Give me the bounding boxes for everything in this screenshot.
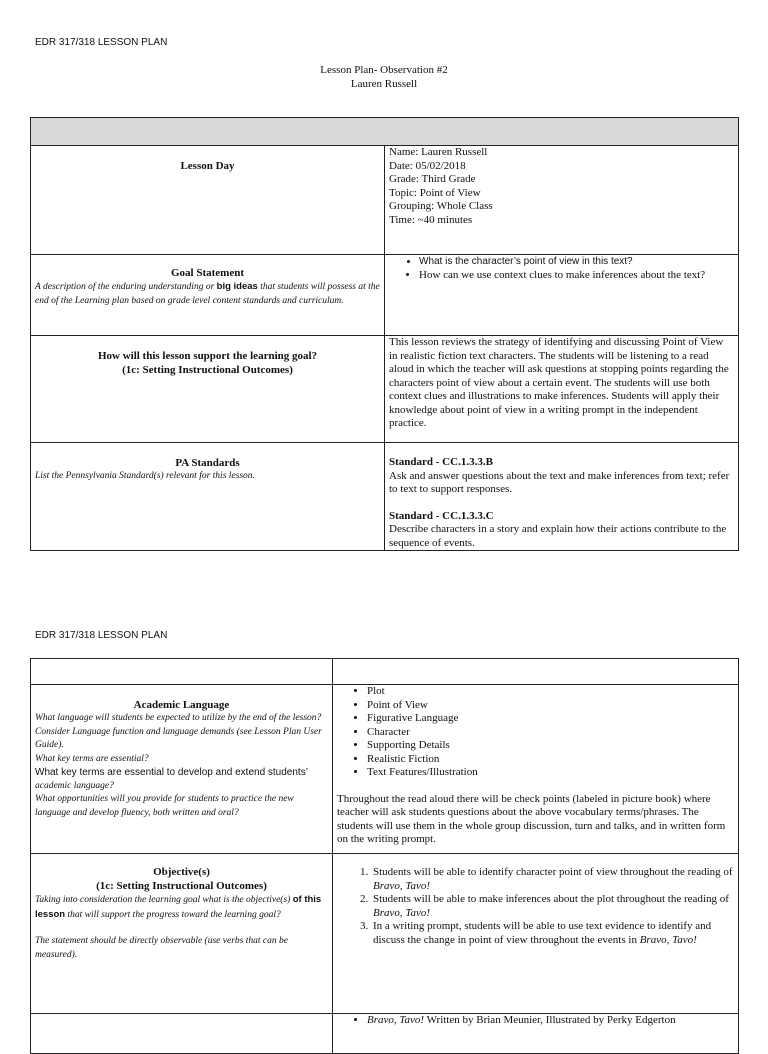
lesson-plan-table-page2 [30,658,739,1054]
list-item: • Realistic Fiction [367,753,738,767]
academic-language-description: What language will students be expected to utilize by the end of the lesson? Consider Language function and language demands (see Lesson Plan User Guide). What key terms are essential? What key terms are essential to develop and extend students’ academic language? What opportunities will you provide for students to practice the new language and develop fluency, both written and oral? [35,713,322,818]
list-item: • What is the character’s point of view in this text? [419,255,738,269]
detail-date: Date: 05/02/2018 [389,159,466,172]
standards-heading: PA Standards [175,457,240,469]
objectives-heading: Objective(s) (1c: Setting Instructional Outcomes) [96,866,267,892]
standards-label-cell [31,443,385,551]
lesson-day-details [385,146,738,227]
list-item: • Character [367,726,738,740]
lesson-day-label-cell [31,146,385,255]
standard-title: Standard - CC.1.3.3.C [389,509,494,522]
empty-header-cell [333,659,739,685]
materials-content-cell [333,1014,739,1054]
detail-topic: Topic: Point of View [389,186,481,199]
document-title [0,63,768,91]
title-line-2: Lauren Russell [350,78,418,90]
list-item: • Figurative Language [367,712,738,726]
page-header-label: EDR 317/318 LESSON PLAN [35,630,168,641]
list-item: • Bravo, Tavo! Written by Brian Meunier, Illustrated by Perky Edgerton [367,1014,738,1028]
support-content-cell [385,336,739,443]
list-item: • Text Features/Illustration [367,766,738,780]
lesson-day-heading: Lesson Day [180,160,235,172]
list-item: • How can we use context clues to make inferences about the text? [419,269,738,283]
lesson-plan-table-page1 [30,117,739,551]
academic-label-cell [31,685,333,854]
detail-time: Time: ~40 minutes [389,213,473,226]
support-heading: How will this lesson support the learning goal? (1c: Setting Instructional Outcomes) [97,350,318,376]
objectives-description: Taking into consideration the learning goal what is the objective(s) of this lesson that will support the progress toward the learning goal? The statement should be directly observable (use verbs that can be measured). [35,894,322,960]
goal-description: A description of the enduring understanding or big ideas that students will possess at the end of the Learning plan based on grade level content standards and curriculum. [35,281,380,306]
list-item: • Plot [367,685,738,699]
standards-content-cell [385,443,739,551]
standards-description: List the Pennsylvania Standard(s) relevant for this lesson. [35,471,255,481]
goal-heading: Goal Statement [170,267,244,279]
support-text: This lesson reviews the strategy of identifying and discussing Point of View in realistic fiction text characters. The students will be listening to a read aloud in which the teacher will ask questions at stopping points regarding the characters point of view about a certain event. The students will use both context clues and illustrations to make inferences. Students will apply their knowledge about point of view in a writing prompt in the independent practice. [389,336,729,429]
list-item: 1. Students will be able to identify character point of view throughout the reading of Bravo, Tavo! [371,866,738,893]
vocabulary-terms-list [333,685,738,780]
shaded-header-row [31,118,739,146]
detail-grouping: Grouping: Whole Class [389,200,493,212]
objectives-content-cell [333,854,739,1014]
lesson-day-details-cell [385,146,739,255]
detail-name: Name: Lauren Russell [389,146,488,158]
objectives-list [333,866,738,947]
list-item: • Point of View [367,699,738,713]
academic-language-heading: Academic Language [133,699,230,711]
academic-paragraph: Throughout the read aloud there will be check points (labeled in picture book) where teacher will ask students questions about the above vocabulary terms/phrases. The students will use them in the whole group discussion, turn and talks, and in written form on the writing prompt. [337,792,726,845]
page-header-label: EDR 317/318 LESSON PLAN [35,37,168,48]
materials-label-cell [31,1014,333,1054]
standard-title: Standard - CC.1.3.3.B [389,456,493,468]
objectives-label-cell [31,854,333,1014]
goal-questions-list [385,255,738,282]
list-item: • Supporting Details [367,739,738,753]
detail-grade: Grade: Third Grade [389,173,476,185]
list-item: 3. In a writing prompt, students will be able to use text evidence to identify and discuss the change in point of view throughout the events in Bravo, Tavo! [371,920,738,947]
standards-content [385,443,738,550]
empty-header-cell [31,659,333,685]
list-item: 2. Students will be able to make inferences about the plot throughout the reading of Bravo, Tavo! [371,893,738,920]
materials-list [333,1014,738,1028]
goal-label-cell [31,255,385,336]
standard-text: Describe characters in a story and explain how their actions contribute to the sequence of events. [389,523,727,549]
standard-text: Ask and answer questions about the text and make inferences from text; refer to text to support responses. [389,469,730,495]
support-label-cell [31,336,385,443]
academic-content-cell [333,685,739,854]
goal-content-cell [385,255,739,336]
title-line-1: Lesson Plan- Observation #2 [320,64,448,76]
